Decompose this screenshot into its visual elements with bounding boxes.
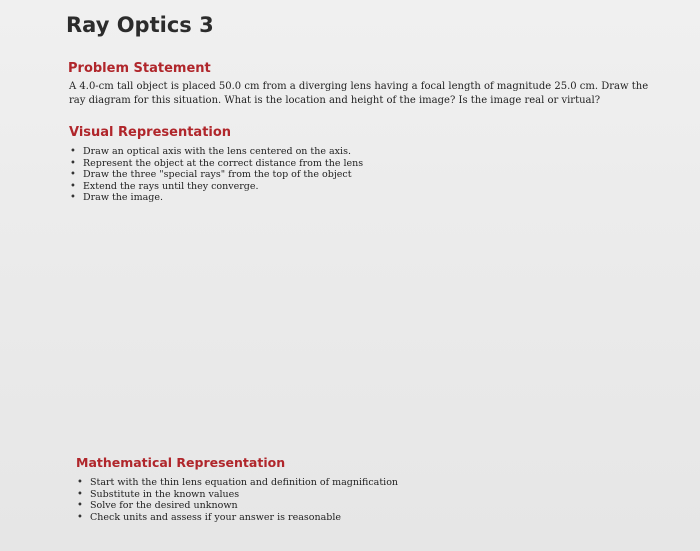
list-item: • Draw the three "special rays" from the top of the object (66, 169, 363, 181)
mathematical-representation-heading: Mathematical Representation (76, 455, 286, 470)
page-title: Ray Optics 3 (66, 13, 214, 37)
visual-representation-list (66, 146, 363, 204)
list-item: • Represent the object at the correct distance from the lens (66, 158, 363, 170)
problem-statement-heading: Problem Statement (68, 61, 211, 76)
list-item: • Check units and assess if your answer is reasonable (73, 512, 398, 524)
problem-statement-text: A 4.0-cm tall object is placed 50.0 cm from a diverging lens having a focal length of magnitude 25.0 cm. Draw the ray diagram for this situation. What is the location and height of the image? Is the image real or virtual? (69, 81, 649, 106)
mathematical-representation-list (73, 477, 398, 523)
list-item: • Solve for the desired unknown (73, 500, 398, 512)
list-item: • Draw the image. (66, 192, 363, 204)
visual-representation-heading: Visual Representation (69, 125, 232, 140)
list-item: • Start with the thin lens equation and definition of magnification (73, 477, 398, 489)
list-item: • Substitute in the known values (73, 489, 398, 501)
list-item: • Extend the rays until they converge. (66, 181, 363, 193)
list-item: • Draw an optical axis with the lens centered on the axis. (66, 146, 363, 158)
